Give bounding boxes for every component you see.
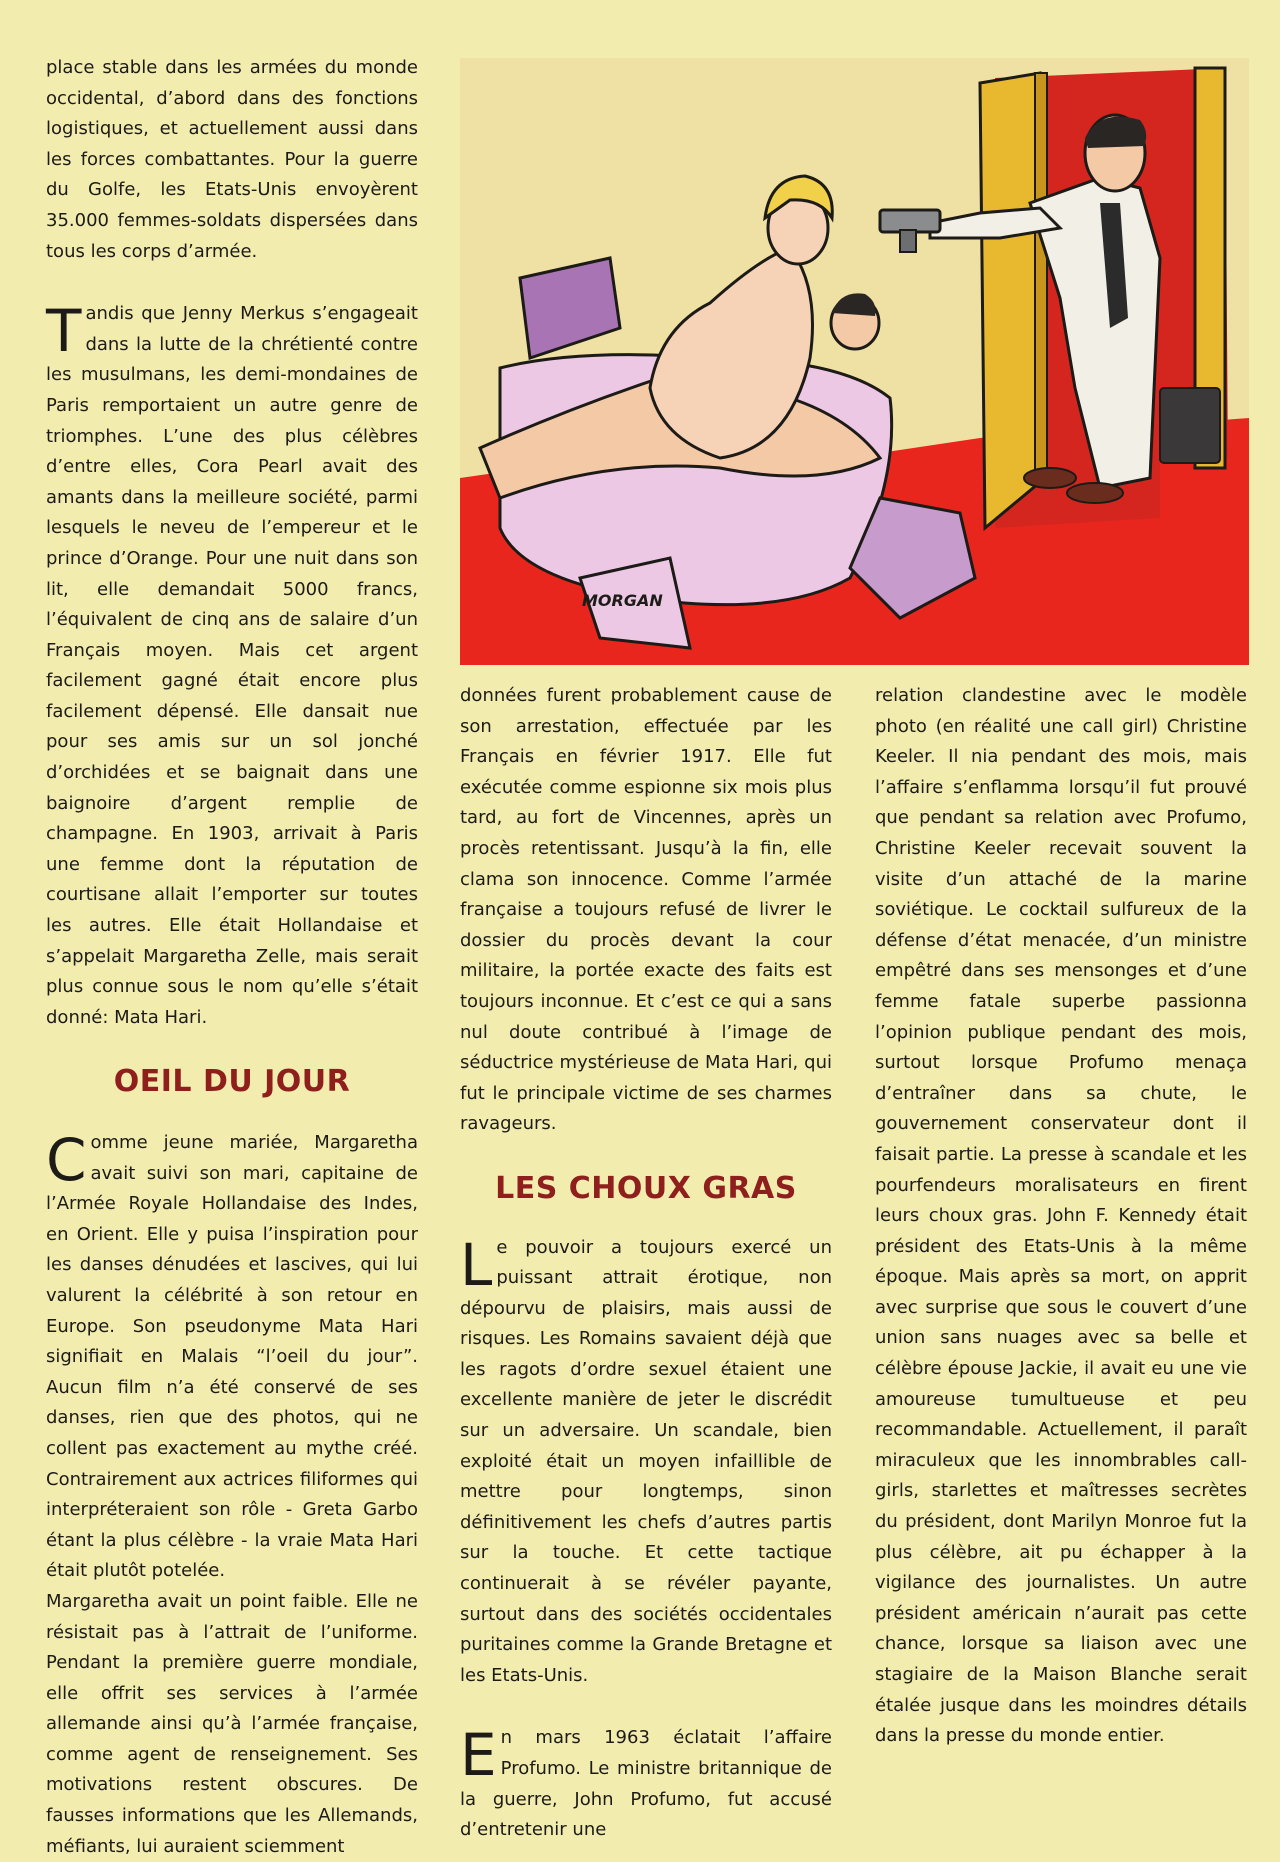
paragraph-dropcap xyxy=(46,299,418,1033)
paragraph: données furent probablement cause de son arrestation, effectuée par les Français en février 1917. Elle fut exécutée comme espionne six mois plus tard, au fort de Vincennes, après un procès retentissant. Jusqu’à la fin, elle clama son innocence. Comme l’armée française a toujours refusé de livrer le dossier du procès devant la cour militaire, la portée exacte des faits est toujours inconnue. Et c’est ce qui a sans nul doute contribué à l’image de séductrice mystérieuse de Mata Hari, qui fut le principale victime de ses charmes ravageurs. xyxy=(460,685,832,1135)
paragraph-dropcap xyxy=(460,1230,832,1692)
gun xyxy=(880,210,940,232)
paragraph: Margaretha avait un point faible. Elle ne résistait pas à l’attrait de l’uniforme. Pendant la première guerre mondiale, elle offrit ses services à l’armée allemande ainsi qu’à l’armée française, comme agent de renseignement. Ses motivations restent obscures. De fausses informations que les Allemands, méfiants, lui auraient sciemment xyxy=(46,1590,418,1857)
drop-cap: L xyxy=(460,1230,493,1299)
door-jamb xyxy=(1035,73,1047,478)
drop-cap: E xyxy=(460,1721,497,1790)
paragraph-dropcap xyxy=(46,1128,418,1587)
drop-cap: C xyxy=(46,1126,87,1194)
paragraph-text: omme jeune mariée, Margaretha avait suivi son mari, capitaine de l’Armée Royale Hollandaise des Indes, en Orient. Elle y puisa l’inspiration pour les danses dénudées et lascives, qui lui valurent la célébrité à son retour en Europe. Son pseudonyme Mata Hari signifiait en Malais “l’oeil du jour”. Aucun film n’a été conservé de ses danses, rien que des photos, qui ne collent pas exactement au mythe créé. Contrairement aux actrices filiformes qui interpréteraient son rôle - Greta Garbo étant la plus célèbre - la vraie Mata Hari était plutôt potelée. xyxy=(46,1132,418,1582)
artist-signature: MORGAN xyxy=(582,591,663,610)
text-column-3 xyxy=(875,681,1247,1752)
paragraph: relation clandestine avec le modèle photo (en réalité une call girl) Christine Keeler. Il nia pendant des mois, mais l’affaire s’enflamma lorsqu’il fut prouvé que pendant sa relation avec Profumo, Christine Keeler recevait souvent la visite d’un attaché de la marine soviétique. Le cocktail sulfureux de la défense d’état menacée, d’un ministre empêtré dans ses mensonges et d’une femme fatale superbe passionna l’opinion publique pendant des mois, surtout lorsque Profumo menaça d’entraîner dans sa chute, le gouvernement conservateur dont il faisait partie. La presse à scandale et les pourfendeurs moralisateurs en firent leurs choux gras. John F. Kennedy était président des Etats-Unis à la même époque. Mais après sa mort, on apprit avec surprise que sous le couvert d’une union sans nuages avec sa belle et célèbre épouse Jackie, il avait eu une vie amoureuse tumultueuse et peu recommandable. Actuellement, il paraît miraculeux que les innombrables call-girls, starlettes et maîtresses secrètes du président, dont Marilyn Monroe fut la plus célèbre, ait pu échapper à la vigilance des journalistes. Un autre président américain n’aurait pas cette chance, lorsque sa liaison avec une stagiaire de la Maison Blanche serait étalée jusque dans les moindres détails dans la presse du monde entier. xyxy=(875,685,1247,1747)
cartoon-illustration xyxy=(460,58,1249,665)
drop-cap: T xyxy=(46,297,82,366)
section-heading-les-choux-gras: LES CHOUX GRAS xyxy=(495,1170,797,1206)
paragraph-text: n mars 1963 éclatait l’affaire Profumo. Le ministre britannique de la guerre, John Profumo, fut accusé d’entretenir une xyxy=(460,1727,832,1841)
paragraph-dropcap xyxy=(460,1723,832,1845)
paragraph: place stable dans les armées du monde occidental, d’abord dans des fonctions logistiques, et actuellement aussi dans les forces combattantes. Pour la guerre du Golfe, les Etats-Unis envoyèrent 35.000 femmes-soldats dispersées dans tous les corps d’armée. xyxy=(46,57,418,262)
paragraph-text: e pouvoir a toujours exercé un puissant attrait érotique, non dépourvu de plaisirs, mais aussi de risques. Les Romains savaient déjà que les ragots d’ordre sexuel étaient une excellente manière de jeter le discrédit sur un adversaire. Un scandale, bien exploité était un moyen infaillible de mettre pour longtemps, sinon définitivement les chefs d’autres partis sur la touche. Et cette tactique continuerait à se révéler payante, surtout dans des sociétés occidentales puritaines comme la Grande Bretagne et les Etats-Unis. xyxy=(460,1236,832,1686)
text-column-2 xyxy=(460,681,832,1846)
suitcase xyxy=(1160,388,1220,463)
paragraph-text: andis que Jenny Merkus s’engageait dans la lutte de la chrétienté contre les musulmans, les demi-mondaines de Paris remportaient un autre genre de triomphes. L’une des plus célèbres d’entre elles, Cora Pearl avait des amants dans la meilleure société, parmi lesquels le neveu de l’empereur et le prince d’Orange. Pour une nuit dans son lit, elle demandait 5000 francs, l’équivalent de cinq ans de salaire d’un Français moyen. Mais cet argent facilement gagné était encore plus facilement dépensé. Elle dansait nue pour ses amis sur un sol jonché d’orchidées et se baignait dans une baignoire d’argent remplie de champagne. En 1903, arrivait à Paris une femme dont la réputation de courtisane allait l’emporter sur toutes les autres. Elle était Hollandaise et s’appelait Margaretha Zelle, mais serait plus connue sous le nom qu’elle s’était donné: Mata Hari. xyxy=(46,303,418,1028)
text-column-1 xyxy=(46,53,418,1862)
section-heading-oeil-du-jour: OEIL DU JOUR xyxy=(113,1064,351,1100)
